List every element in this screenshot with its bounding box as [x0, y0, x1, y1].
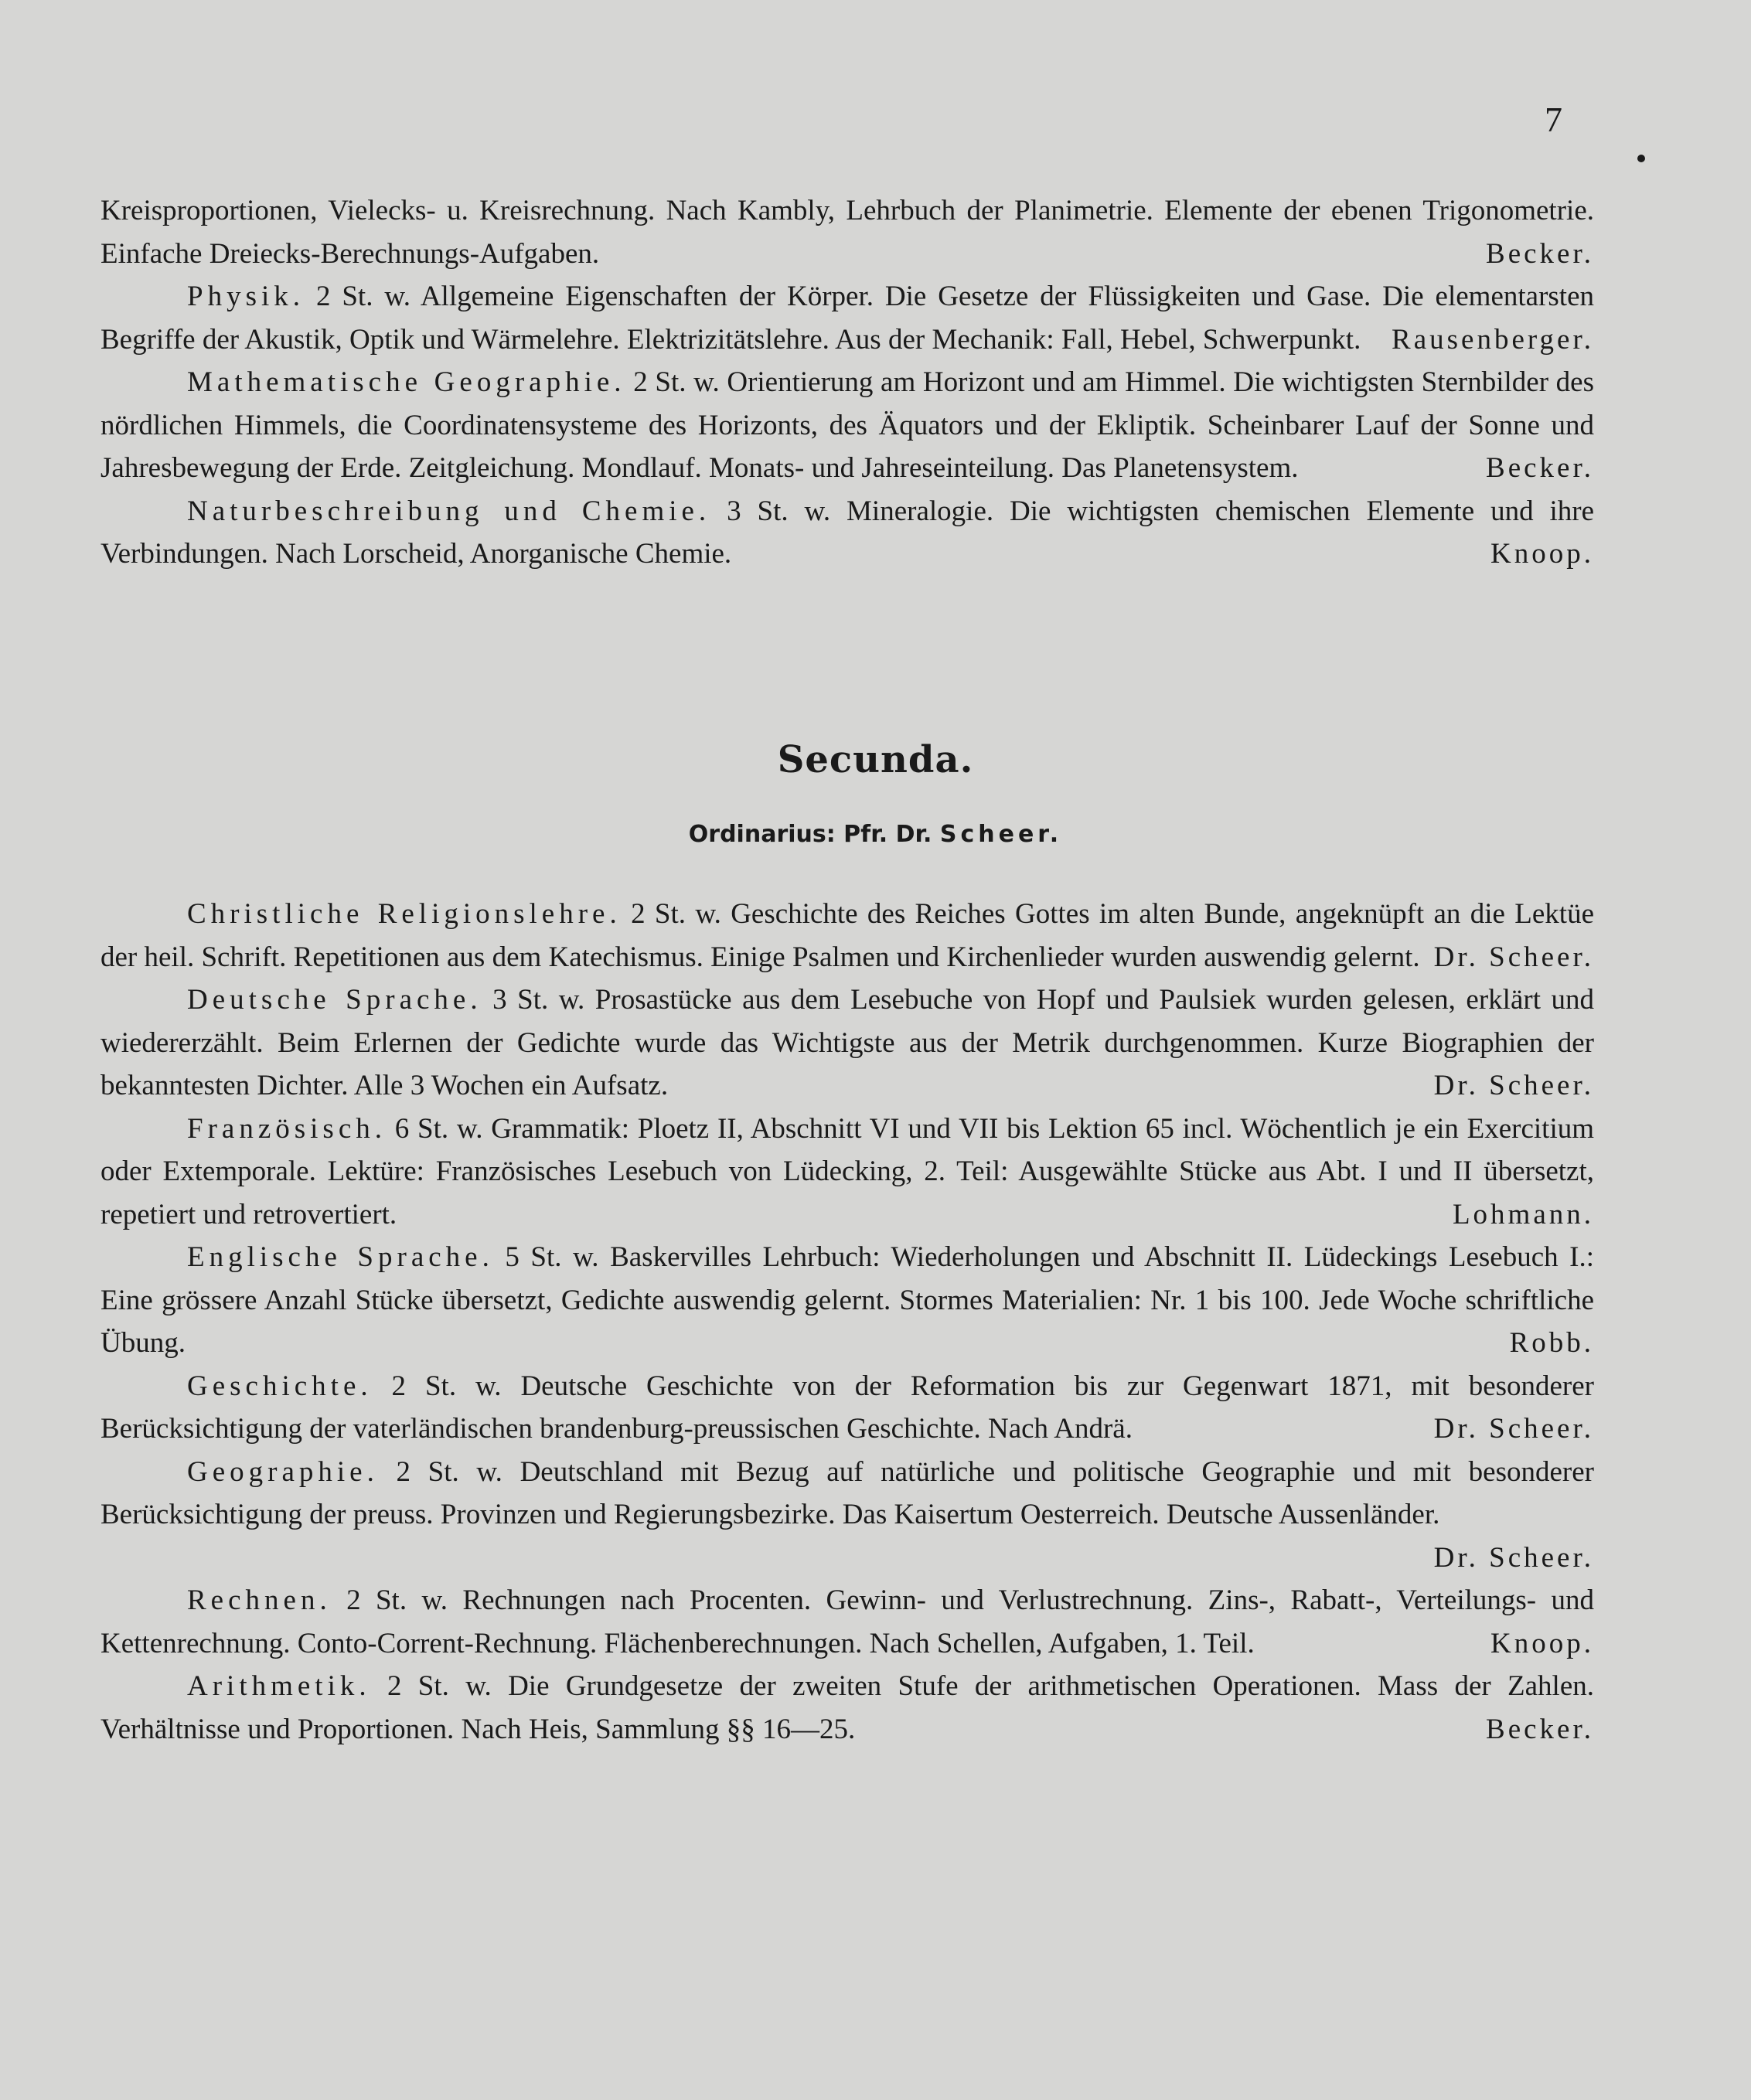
subject-text: Kreisproportionen, Vielecks- u. Kreisrechnung. Nach Kambly, Lehrbuch der Planimetrie. Elemente der ebenen Trigonometrie. Einfache Dreiecks-Berechnungs-Aufgaben. — [100, 195, 1594, 270]
subject-title: Deutsche Sprache. — [187, 984, 482, 1016]
subject-title: Naturbeschreibung und Chemie. — [187, 495, 711, 527]
ordinarius-label: Ordinarius: Pfr. Dr. — [688, 821, 932, 848]
teacher-name: Dr. Scheer. — [1433, 1413, 1594, 1445]
subject-text: 5 St. w. Baskervilles Lehrbuch: Wiederholungen und Abschnitt II. Lüdeckings Lesebuch I.: Eine grössere Anzahl Stücke übersetzt, Gedichte auswendig gelernt. Stormes Materialien: Nr. 1 bis 100. Jede Woche schriftliche Übung. — [100, 1241, 1594, 1359]
teacher-name: Becker. — [1486, 1713, 1594, 1745]
secunda-section — [100, 893, 1594, 1751]
subject-paragraph — [100, 490, 1594, 576]
subject-title: Rechnen. — [187, 1584, 332, 1616]
teacher-name: Dr. Scheer. — [1433, 941, 1594, 973]
subject-text: 2 St. w. Die Grundgesetze der zweiten Stufe der arithmetischen Operationen. Mass der Zahlen. Verhältnisse und Proportionen. Nach Heis, Sammlung §§ 16—25. — [100, 1670, 1594, 1745]
subject-title: Französisch. — [187, 1112, 387, 1145]
subject-text: 2 St. w. Rechnungen nach Procenten. Gewinn- und Verlustrechnung. Zins-, Rabatt-, Verteilungs- und Kettenrechnung. Conto-Corrent-Rechnung. Flächenberechnungen. Nach Schellen, Aufgaben, 1. Teil. — [100, 1584, 1594, 1659]
subject-paragraph — [100, 275, 1594, 361]
teacher-name: Knoop. — [1490, 1627, 1594, 1659]
subject-text: 2 St. w. Deutschland mit Bezug auf natürliche und politische Geographie und mit besonderer Berücksichtigung der preuss. Provinzen und Regierungsbezirke. Das Kaisertum Oesterreich. Deutsche Aussenländer. — [100, 1455, 1594, 1530]
subject-text: 6 St. w. Grammatik: Ploetz II, Abschnitt VI und VII bis Lektion 65 incl. Wöchentlich je ein Exercitium oder Extemporale. Lektüre: Französisches Lesebuch von Lüdecking, 2. Teil: Ausgewählte Stücke aus Abt. I und II übersetzt, repetiert und retrovertiert. — [100, 1112, 1595, 1230]
top-section — [100, 189, 1594, 576]
subject-paragraph — [100, 189, 1594, 275]
subject-title: Christliche Religionslehre. — [187, 898, 622, 930]
teacher-name: Lohmann. — [1452, 1198, 1594, 1230]
subject-paragraph — [100, 1579, 1594, 1665]
section-heading: Secunda. — [777, 738, 974, 781]
subject-text: 2 St. w. Allgemeine Eigenschaften der Körper. Die Gesetze der Flüssigkeiten und Gase. Die elementarsten Begriffe der Akustik, Optik und Wärmelehre. Elektrizitätslehre. Aus der Mechanik: Fall, Hebel, Schwerpunkt. — [100, 281, 1594, 356]
subject-paragraph — [100, 979, 1594, 1108]
teacher-name: Rausenberger. — [1392, 323, 1594, 356]
teacher-name: Knoop. — [1490, 538, 1594, 570]
subject-text: 2 St. w. Geschichte des Reiches Gottes im alten Bunde, angeknüpft an die Lektüe der heil. Schrift. Repetitionen aus dem Katechismus. Einige Psalmen und Kirchenlieder wurden auswendig gelernt. — [100, 898, 1595, 973]
subject-paragraph — [100, 1236, 1594, 1365]
teacher-name: Becker. — [1486, 237, 1594, 270]
subject-paragraph — [100, 893, 1594, 979]
subject-text: 2 St. w. Orientierung am Horizont und am Himmel. Die wichtigsten Sternbilder des nördlichen Himmels, die Coordinatensysteme des Horizonts, des Äquators und der Ekliptik. Scheinbarer Lauf der Sonne und Jahresbewegung der Erde. Zeitgleichung. Mondlauf. Monats- und Jahreseinteilung. Das Planetensystem. — [100, 366, 1594, 484]
subject-text: 2 St. w. Deutsche Geschichte von der Reformation bis zur Gegenwart 1871, mit besonderer Berücksichtigung der vaterländischen brandenburg-preussischen Geschichte. Nach Andrä. — [100, 1370, 1595, 1445]
subject-paragraph — [100, 1365, 1594, 1451]
teacher-name: Becker. — [1486, 452, 1594, 484]
subject-paragraph — [100, 1665, 1594, 1751]
teacher-name: Dr. Scheer. — [1433, 1541, 1594, 1574]
teacher-name: Dr. Scheer. — [1433, 1070, 1594, 1101]
subject-text: 3 St. w. Mineralogie. Die wichtigsten chemischen Elemente und ihre Verbindungen. Nach Lorscheid, Anorganische Chemie. — [100, 495, 1595, 570]
page-number: 7 — [1545, 100, 1562, 139]
subject-text: 3 St. w. Prosastücke aus dem Lesebuche von Hopf und Paulsiek wurden gelesen, erklärt und wiedererzählt. Beim Erlernen der Gedichte wurde das Wichtigste aus der Metrik durchgenommen. Kurze Biographien der bekanntesten Dichter. Alle 3 Wochen ein Aufsatz. — [100, 984, 1594, 1101]
subject-title: Mathematische Geographie. — [187, 366, 626, 398]
subject-paragraph — [100, 361, 1594, 490]
ordinarius-name: Scheer. — [939, 821, 1063, 848]
ordinarius-line — [0, 821, 1751, 848]
subject-paragraph — [100, 1451, 1594, 1580]
subject-title: Physik. — [187, 281, 305, 312]
subject-title: Geographie. — [187, 1455, 379, 1488]
subject-title: Englische Sprache. — [187, 1241, 494, 1273]
subject-title: Geschichte. — [187, 1370, 373, 1402]
teacher-name: Robb. — [1509, 1327, 1594, 1359]
subject-title: Arithmetik. — [187, 1670, 371, 1702]
subject-paragraph — [100, 1108, 1594, 1237]
ink-dot — [1637, 155, 1645, 162]
